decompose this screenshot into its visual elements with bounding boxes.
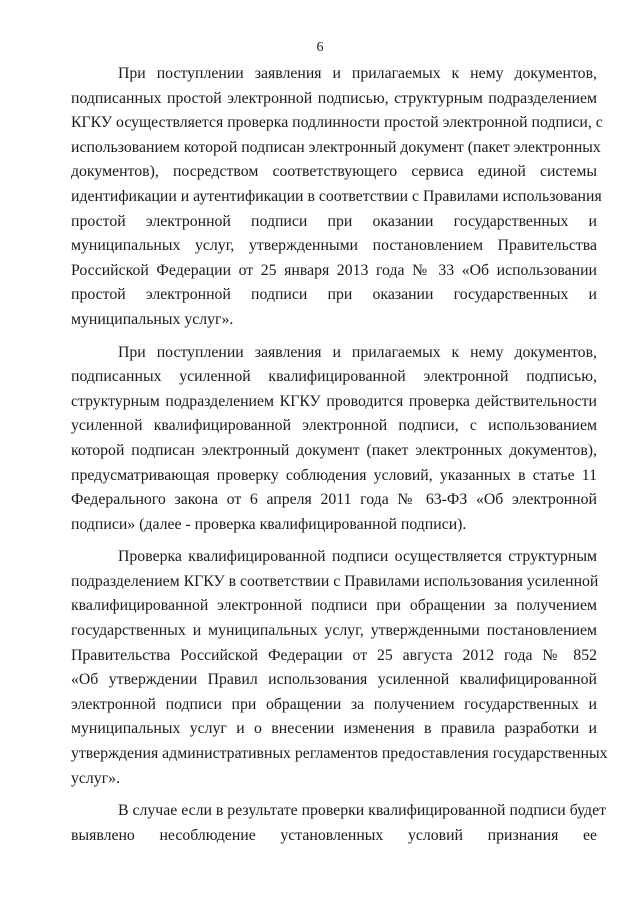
- text-line: документов), посредством соответствующего сервиса единой системы: [71, 163, 597, 181]
- text-line: электронной подписи при обращении за получением государственных и: [71, 695, 597, 713]
- text-line: Российской Федерации от 25 января 2013 года № 33 «Об использовании: [71, 261, 597, 279]
- text-line: В случае если в результате проверки квалифицированной подписи будет: [118, 802, 606, 820]
- text-line: квалифицированной электронной подписи при обращении за получением: [71, 597, 597, 615]
- text-line: государственных и муниципальных услуг, утвержденными постановлением: [71, 622, 597, 640]
- text-line: муниципальных услуг».: [71, 310, 234, 328]
- text-line: идентификации и аутентификации в соответствии с Правилами использования: [71, 187, 602, 205]
- text-line: которой подписан электронный документ (пакет электронных документов),: [71, 441, 597, 459]
- paragraph-2: [71, 341, 597, 538]
- text-line: выявлено несоблюдение установленных условий признания ее: [71, 826, 597, 844]
- text-line: структурным подразделением КГКУ проводится проверка действительности: [71, 392, 597, 410]
- text-line: При поступлении заявления и прилагаемых к нему документов,: [118, 343, 597, 361]
- paragraph-3: [71, 545, 608, 791]
- text-line: услуг».: [71, 769, 121, 787]
- text-line: простой электронной подписи при оказании государственных и: [71, 212, 597, 230]
- text-line: подписи» (далее - проверка квалифицированной подписи).: [71, 515, 467, 533]
- text-line: «Об утверждении Правил использования усиленной квалифицированной: [71, 671, 597, 689]
- text-line: муниципальных услуг и о внесении изменения в правила разработки и: [71, 720, 597, 738]
- text-line: муниципальных услуг, утвержденными постановлением Правительства: [71, 237, 597, 255]
- text-line: Правительства Российской Федерации от 25 августа 2012 года № 852: [71, 646, 597, 664]
- text-line: Проверка квалифицированной подписи осуществляется структурным: [118, 548, 597, 566]
- text-line: усиленной квалифицированной электронной подписи, с использованием: [71, 417, 597, 435]
- text-line: простой электронной подписи при оказании государственных и: [71, 286, 597, 304]
- text-line: использованием которой подписан электронный документ (пакет электронных: [71, 138, 601, 156]
- text-line: При поступлении заявления и прилагаемых к нему документов,: [118, 65, 597, 82]
- text-line: предусматривающая проверку соблюдения условий, указанных в статье 11: [71, 466, 597, 484]
- page-number: 6: [316, 40, 324, 55]
- text-line: подразделением КГКУ в соответствии с Правилами использования усиленной: [71, 572, 599, 590]
- text-line: подписанных усиленной квалифицированной электронной подписью,: [71, 368, 597, 386]
- text-line: Федерального закона от 6 апреля 2011 года № 63-ФЗ «Об электронной: [71, 491, 597, 509]
- paragraph-1: [71, 62, 603, 333]
- text-line: КГКУ осуществляется проверка подлинности простой электронной подписи, с: [71, 114, 603, 132]
- text-line: утверждения административных регламентов предоставления государственных: [71, 745, 608, 763]
- document-body: [71, 62, 608, 856]
- text-line: подписанных простой электронной подписью, структурным подразделением: [71, 89, 597, 107]
- paragraph-4: [71, 799, 606, 848]
